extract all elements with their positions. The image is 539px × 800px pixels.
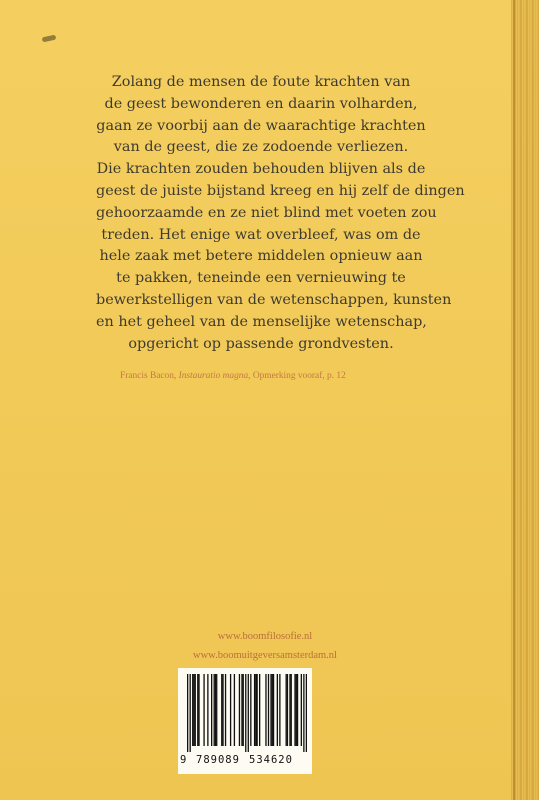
barcode-bar (239, 674, 240, 746)
barcode-bar (297, 674, 298, 746)
barcode-bar (306, 674, 307, 752)
barcode-bar (187, 674, 188, 752)
quote-line: en het geheel van de menselijke wetenschap, (96, 313, 427, 330)
link-boomfilosofie[interactable]: www.boomfilosofie.nl (217, 631, 313, 642)
barcode-bar (198, 674, 199, 746)
barcode-bars (187, 674, 307, 752)
barcode-bar (270, 674, 271, 746)
barcode-bar (221, 674, 222, 746)
barcode-bar (222, 674, 223, 746)
barcode-bar (216, 674, 217, 746)
barcode-group-left: 789089 (196, 754, 240, 766)
barcode-bar (207, 674, 208, 746)
barcode-bar (230, 674, 231, 746)
barcode-bar (294, 674, 295, 746)
barcode-bar (248, 674, 249, 752)
barcode-bar (211, 674, 212, 746)
barcode-group-right: 534620 (249, 754, 293, 766)
spine-line (513, 0, 515, 800)
barcode-bar (215, 674, 216, 746)
quote-line: treden. Het enige wat overbleef, was om de (101, 226, 421, 243)
quote-line: Die krachten zouden behouden blijven als de (96, 161, 426, 178)
barcode-bar (193, 674, 194, 746)
quote-line: Zolang de mensen de foute krachten van (111, 74, 411, 90)
barcode-bar (192, 674, 193, 746)
quote-line: hele zaak met betere middelen opnieuw aan (99, 248, 423, 265)
quote-line: gaan ze voorbij aan de waarachtige krachten (96, 117, 426, 134)
barcode-digits (178, 754, 312, 770)
barcode-bar (254, 674, 255, 746)
citation-author: Francis Bacon, (120, 371, 177, 381)
barcode-bar (234, 674, 235, 746)
barcode-bar (259, 674, 260, 746)
barcode-bar (255, 674, 256, 746)
bacon-quote (96, 72, 465, 355)
barcode-first-digit: 9 (180, 754, 187, 766)
barcode-bar (289, 674, 290, 746)
barcode-bar (250, 674, 251, 746)
barcode-bar (268, 674, 269, 746)
barcode-bar (273, 674, 274, 746)
link-boomuitgevers[interactable]: www.boomuitgeversamsterdam.nl (193, 650, 337, 661)
barcode-bar (241, 674, 242, 746)
isbn-barcode (178, 668, 312, 774)
quote-line: gehoorzaamde en ze niet blind met voeten zou (96, 204, 437, 221)
barcode-bar (291, 674, 292, 746)
quote-line: geest de juiste bijstand kreeg en hij zelf de dingen (96, 182, 465, 199)
barcode-bar (203, 674, 204, 746)
barcode-bar (190, 674, 191, 752)
barcode-bar (197, 674, 198, 746)
barcode-bar (214, 674, 215, 746)
barcode-bar (286, 674, 287, 746)
quote-line: bewerkstelligen van de wetenschappen, kunsten (96, 291, 452, 308)
spine-edge (511, 0, 539, 800)
barcode-bar (245, 674, 246, 752)
barcode-bar (225, 674, 226, 746)
quote-line: te pakken, teneinde een vernieuwing te (116, 270, 406, 287)
barcode-bar (272, 674, 273, 746)
quote-line: opgericht op passende grondvesten. (128, 335, 394, 352)
publisher-links (150, 627, 380, 665)
citation-rest: , Opmerking vooraf, p. 12 (248, 371, 346, 381)
barcode-bar (243, 674, 244, 746)
quote-line: de geest bewonderen en daarin volharden, (104, 95, 418, 112)
barcode-bar (296, 674, 297, 746)
barcode-bar (256, 674, 257, 746)
barcode-bar (277, 674, 278, 746)
barcode-bar (287, 674, 288, 746)
barcode-bar (279, 674, 280, 746)
barcode-bar (301, 674, 302, 746)
barcode-bar (195, 674, 196, 746)
citation-work: Instauratio magna (178, 371, 249, 381)
barcode-bar (265, 674, 266, 746)
quote-line: van de geest, die ze zodoende verliezen. (113, 139, 409, 156)
quote-citation (120, 371, 460, 381)
barcode-bar (303, 674, 304, 752)
